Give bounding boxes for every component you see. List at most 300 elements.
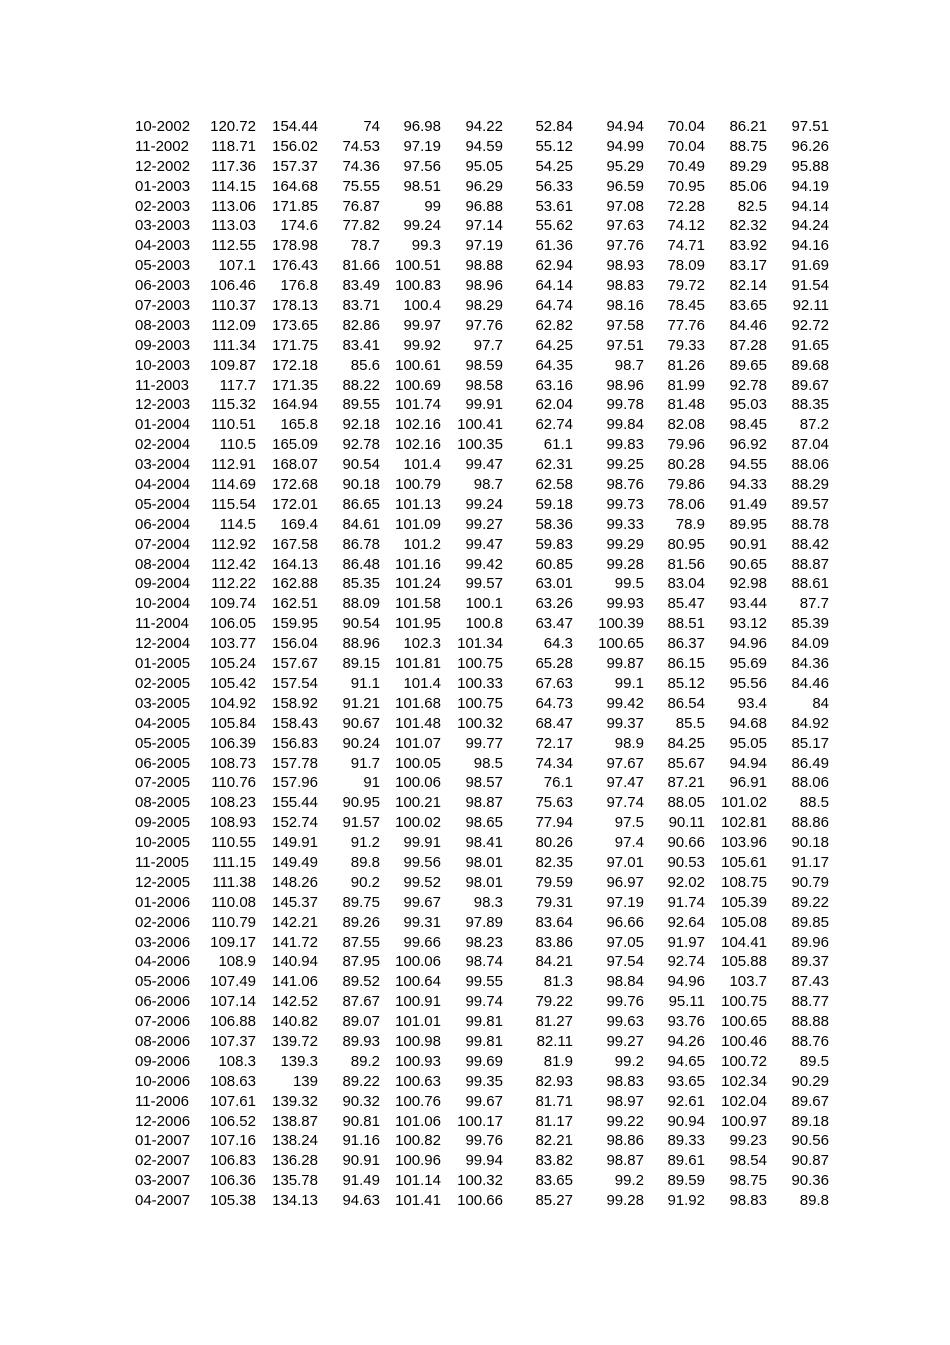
value-cell: 77.76 [667,316,705,334]
value-cell: 112.55 [211,237,256,255]
value-cell: 101.02 [721,794,767,812]
value-cell: 118.71 [211,137,256,155]
value-cell: 99.77 [465,734,503,752]
value-cell: 86.65 [342,495,380,513]
value-cell: 97.05 [606,933,644,951]
value-cell: 100.51 [395,257,441,275]
value-cell: 99.28 [606,555,644,573]
value-cell: 77.94 [535,814,573,832]
table-row [0,475,950,495]
value-cell: 86.21 [729,118,767,135]
value-cell: 97.47 [606,774,644,792]
value-cell: 91.49 [342,1172,380,1190]
value-cell: 106.36 [210,1172,256,1190]
value-cell: 98.9 [614,734,644,752]
value-cell: 100.32 [457,714,503,732]
value-cell: 100.21 [395,794,441,812]
table-row [0,952,950,972]
value-cell: 140.94 [272,953,318,971]
value-cell: 88.29 [791,476,829,494]
data-table [0,117,950,1211]
date-cell: 10-2006 [135,1072,191,1090]
value-cell: 91 [363,774,380,792]
value-cell: 90.2 [350,873,380,891]
value-cell: 100.79 [395,476,441,494]
value-cell: 156.83 [272,734,318,752]
table-row [0,177,950,197]
value-cell: 99.92 [403,336,441,354]
value-cell: 72.17 [535,734,573,752]
date-cell: 11-2003 [135,376,189,394]
value-cell: 79.33 [667,336,705,354]
value-cell: 102.34 [721,1072,767,1090]
value-cell: 90.91 [342,1152,380,1170]
value-cell: 74.53 [342,137,380,155]
value-cell: 83.65 [535,1172,573,1190]
date-cell: 11-2004 [135,615,189,633]
table-row [0,1112,950,1132]
table-row [0,555,950,575]
value-cell: 91.1 [350,674,380,692]
value-cell: 96.29 [465,177,503,195]
value-cell: 82.5 [737,197,767,215]
value-cell: 108.75 [721,873,767,891]
value-cell: 90.81 [342,1112,380,1130]
value-cell: 89.15 [342,655,380,673]
value-cell: 78.7 [350,237,380,255]
value-cell: 171.35 [272,376,318,394]
table-row [0,873,950,893]
value-cell: 94.59 [465,137,503,155]
value-cell: 103.7 [729,973,767,991]
value-cell: 97.74 [606,794,644,812]
value-cell: 64.35 [535,356,573,374]
value-cell: 99.22 [606,1112,644,1130]
date-cell: 01-2006 [135,893,191,911]
value-cell: 96.98 [403,118,441,135]
value-cell: 87.28 [729,336,767,354]
value-cell: 88.77 [791,993,829,1011]
value-cell: 140.82 [272,1013,318,1031]
value-cell: 98.88 [465,257,503,275]
value-cell: 95.29 [606,157,644,175]
value-cell: 157.96 [272,774,318,792]
value-cell: 54.25 [535,157,573,175]
value-cell: 82.32 [729,217,767,235]
value-cell: 101.16 [395,555,441,573]
date-cell: 11-2005 [135,853,189,871]
value-cell: 90.65 [729,555,767,573]
value-cell: 88.96 [342,635,380,653]
date-cell: 01-2007 [135,1132,191,1150]
value-cell: 100.4 [403,297,441,315]
table-row [0,455,950,475]
value-cell: 101.41 [395,1192,441,1210]
value-cell: 63.16 [535,376,573,394]
value-cell: 92.61 [667,1092,705,1110]
value-cell: 112.22 [211,575,256,593]
date-cell: 08-2004 [135,555,191,573]
table-row [0,256,950,276]
value-cell: 99.74 [465,993,503,1011]
value-cell: 99.57 [465,575,503,593]
value-cell: 98.16 [606,297,644,315]
table-row [0,1131,950,1151]
value-cell: 99.55 [465,973,503,991]
value-cell: 171.85 [272,197,318,215]
value-cell: 85.17 [791,734,829,752]
value-cell: 75.55 [342,177,380,195]
date-cell: 03-2005 [135,694,191,712]
value-cell: 138.24 [272,1132,318,1150]
value-cell: 83.49 [342,277,380,295]
value-cell: 100.41 [457,416,503,434]
value-cell: 97.19 [606,893,644,911]
date-cell: 12-2006 [135,1112,191,1130]
value-cell: 96.91 [729,774,767,792]
value-cell: 108.23 [210,794,256,812]
value-cell: 90.32 [342,1092,380,1110]
value-cell: 154.44 [272,118,318,135]
value-cell: 84.21 [535,953,573,971]
value-cell: 100.06 [395,953,441,971]
value-cell: 55.62 [535,217,573,235]
value-cell: 52.84 [535,118,573,135]
value-cell: 101.58 [395,595,441,613]
value-cell: 101.34 [457,635,503,653]
value-cell: 98.51 [403,177,441,195]
value-cell: 98.74 [465,953,503,971]
value-cell: 100.75 [457,694,503,712]
value-cell: 89.95 [729,515,767,533]
value-cell: 86.48 [342,555,380,573]
value-cell: 83.64 [535,913,573,931]
value-cell: 83.04 [667,575,705,593]
table-row [0,793,950,813]
value-cell: 83.17 [729,257,767,275]
value-cell: 142.52 [272,993,318,1011]
value-cell: 106.52 [210,1112,256,1130]
value-cell: 100.65 [721,1013,767,1031]
value-cell: 111.34 [212,336,256,354]
date-cell: 12-2002 [135,157,191,175]
value-cell: 74.71 [667,237,705,255]
value-cell: 82.21 [535,1132,573,1150]
value-cell: 78.09 [667,257,705,275]
value-cell: 101.74 [395,396,441,414]
date-cell: 05-2006 [135,973,191,991]
value-cell: 91.17 [791,853,829,871]
date-cell: 06-2004 [135,515,191,533]
value-cell: 72.28 [667,197,705,215]
value-cell: 98.83 [606,277,644,295]
table-row [0,694,950,714]
value-cell: 149.49 [272,853,318,871]
value-cell: 85.6 [350,356,380,374]
value-cell: 89.22 [342,1072,380,1090]
value-cell: 81.17 [535,1112,573,1130]
value-cell: 98.93 [606,257,644,275]
value-cell: 108.9 [218,953,256,971]
value-cell: 98.54 [729,1152,767,1170]
value-cell: 74.34 [535,754,573,772]
value-cell: 89.07 [342,1013,380,1031]
value-cell: 158.43 [272,714,318,732]
value-cell: 78.06 [667,495,705,513]
value-cell: 108.3 [218,1052,256,1070]
value-cell: 171.75 [272,336,318,354]
value-cell: 100.05 [395,754,441,772]
value-cell: 70.04 [667,137,705,155]
date-cell: 11-2006 [135,1092,189,1110]
value-cell: 141.06 [272,973,318,991]
value-cell: 80.95 [667,535,705,553]
value-cell: 100.06 [395,774,441,792]
value-cell: 93.65 [667,1072,705,1090]
value-cell: 99.56 [403,853,441,871]
value-cell: 90.56 [791,1132,829,1150]
date-cell: 04-2006 [135,953,191,971]
value-cell: 97.19 [403,137,441,155]
value-cell: 97.51 [606,336,644,354]
value-cell: 97.4 [614,834,644,852]
value-cell: 99.66 [403,933,441,951]
value-cell: 94.26 [667,1032,705,1050]
value-cell: 109.87 [210,356,256,374]
value-cell: 98.45 [729,416,767,434]
table-row [0,197,950,217]
value-cell: 62.31 [535,456,573,474]
value-cell: 85.06 [729,177,767,195]
value-cell: 101.4 [403,674,441,692]
value-cell: 107.1 [218,257,256,275]
date-cell: 05-2003 [135,257,191,275]
value-cell: 98.97 [606,1092,644,1110]
date-cell: 06-2003 [135,277,191,295]
table-row [0,754,950,774]
value-cell: 100.61 [395,356,441,374]
date-cell: 08-2005 [135,794,191,812]
value-cell: 64.25 [535,336,573,354]
value-cell: 101.48 [395,714,441,732]
date-cell: 12-2003 [135,396,191,414]
value-cell: 148.26 [272,873,318,891]
value-cell: 89.22 [791,893,829,911]
value-cell: 83.82 [535,1152,573,1170]
value-cell: 96.59 [606,177,644,195]
value-cell: 55.12 [535,137,573,155]
value-cell: 98.23 [465,933,503,951]
date-cell: 05-2005 [135,734,191,752]
value-cell: 99.67 [403,893,441,911]
value-cell: 74.12 [667,217,705,235]
date-cell: 07-2005 [135,774,191,792]
value-cell: 62.74 [535,416,573,434]
value-cell: 100.65 [598,635,644,653]
value-cell: 93.4 [737,694,767,712]
date-cell: 03-2004 [135,456,191,474]
value-cell: 74.36 [342,157,380,175]
value-cell: 98.76 [606,476,644,494]
value-cell: 99.52 [403,873,441,891]
value-cell: 149.91 [272,834,318,852]
value-cell: 172.01 [272,495,318,513]
value-cell: 95.11 [668,993,705,1011]
value-cell: 84.36 [791,655,829,673]
value-cell: 139.32 [272,1092,318,1110]
value-cell: 90.54 [342,615,380,633]
value-cell: 88.61 [791,575,829,593]
value-cell: 99.42 [465,555,503,573]
value-cell: 98.41 [465,834,503,852]
value-cell: 65.28 [535,655,573,673]
value-cell: 155.44 [272,794,318,812]
value-cell: 100.33 [457,674,503,692]
value-cell: 91.21 [342,694,380,712]
value-cell: 91.97 [667,933,705,951]
value-cell: 111.15 [212,853,256,871]
value-cell: 79.96 [667,436,705,454]
value-cell: 101.01 [395,1013,441,1031]
value-cell: 94.24 [791,217,829,235]
value-cell: 83.41 [342,336,380,354]
value-cell: 92.11 [792,297,829,315]
value-cell: 99.83 [606,436,644,454]
date-cell: 11-2002 [135,137,189,155]
value-cell: 159.95 [272,615,318,633]
value-cell: 99.35 [465,1072,503,1090]
value-cell: 100.93 [395,1052,441,1070]
date-cell: 03-2007 [135,1172,191,1190]
value-cell: 115.32 [211,396,256,414]
value-cell: 164.94 [272,396,318,414]
value-cell: 100.97 [721,1112,767,1130]
value-cell: 88.06 [791,774,829,792]
value-cell: 105.39 [721,893,767,911]
value-cell: 70.95 [667,177,705,195]
value-cell: 90.24 [342,734,380,752]
value-cell: 98.84 [606,973,644,991]
value-cell: 90.91 [729,535,767,553]
value-cell: 99.63 [606,1013,644,1031]
value-cell: 99.1 [614,674,644,692]
value-cell: 99.31 [403,913,441,931]
value-cell: 139 [292,1072,318,1090]
value-cell: 99.28 [606,1192,644,1210]
value-cell: 178.13 [272,297,318,315]
date-cell: 06-2006 [135,993,191,1011]
value-cell: 105.38 [210,1192,256,1210]
date-cell: 10-2003 [135,356,191,374]
value-cell: 117.7 [219,376,256,394]
value-cell: 162.51 [272,595,318,613]
value-cell: 142.21 [272,913,318,931]
date-cell: 12-2005 [135,873,191,891]
value-cell: 92.02 [667,873,705,891]
table-row [0,1052,950,1072]
value-cell: 145.37 [272,893,318,911]
value-cell: 114.69 [211,476,256,494]
value-cell: 89.93 [342,1032,380,1050]
value-cell: 70.04 [667,118,705,135]
value-cell: 78.45 [667,297,705,315]
date-cell: 05-2004 [135,495,191,513]
value-cell: 106.46 [210,277,256,295]
value-cell: 86.49 [791,754,829,772]
value-cell: 68.47 [535,714,573,732]
value-cell: 101.4 [403,456,441,474]
value-cell: 96.97 [606,873,644,891]
table-row [0,1151,950,1171]
value-cell: 114.15 [211,177,256,195]
value-cell: 94.22 [465,118,503,135]
value-cell: 100.8 [465,615,503,633]
value-cell: 95.05 [729,734,767,752]
value-cell: 81.3 [543,973,573,991]
value-cell: 101.95 [395,615,441,633]
value-cell: 105.42 [210,674,256,692]
date-cell: 10-2002 [135,118,191,135]
value-cell: 82.08 [667,416,705,434]
value-cell: 97.56 [403,157,441,175]
value-cell: 89.57 [791,495,829,513]
value-cell: 157.37 [272,157,318,175]
value-cell: 96.92 [729,436,767,454]
value-cell: 89.55 [342,396,380,414]
value-cell: 100.76 [395,1092,441,1110]
table-row [0,893,950,913]
date-cell: 04-2004 [135,476,191,494]
value-cell: 103.96 [721,834,767,852]
value-cell: 105.61 [721,853,767,871]
value-cell: 94.96 [667,973,705,991]
value-cell: 58.36 [535,515,573,533]
value-cell: 83.86 [535,933,573,951]
value-cell: 98.65 [465,814,503,832]
date-cell: 04-2003 [135,237,191,255]
table-row [0,435,950,455]
date-cell: 02-2005 [135,674,191,692]
value-cell: 99.76 [465,1132,503,1150]
value-cell: 89.52 [342,973,380,991]
table-row [0,216,950,236]
value-cell: 89.68 [791,356,829,374]
value-cell: 104.92 [210,694,256,712]
value-cell: 90.67 [342,714,380,732]
value-cell: 114.5 [219,515,256,533]
table-row [0,833,950,853]
date-cell: 10-2005 [135,834,191,852]
value-cell: 87.2 [799,416,829,434]
value-cell: 168.07 [272,456,318,474]
value-cell: 82.14 [729,277,767,295]
value-cell: 64.73 [535,694,573,712]
date-cell: 10-2004 [135,595,191,613]
value-cell: 87.95 [342,953,380,971]
value-cell: 84.92 [791,714,829,732]
value-cell: 89.2 [350,1052,380,1070]
value-cell: 98.7 [614,356,644,374]
value-cell: 138.87 [272,1112,318,1130]
value-cell: 100.17 [457,1112,503,1130]
value-cell: 67.63 [535,674,573,692]
value-cell: 61.1 [543,436,573,454]
value-cell: 82.35 [535,853,573,871]
value-cell: 89.67 [791,376,829,394]
value-cell: 106.39 [210,734,256,752]
value-cell: 99.24 [403,217,441,235]
value-cell: 88.88 [791,1013,829,1031]
